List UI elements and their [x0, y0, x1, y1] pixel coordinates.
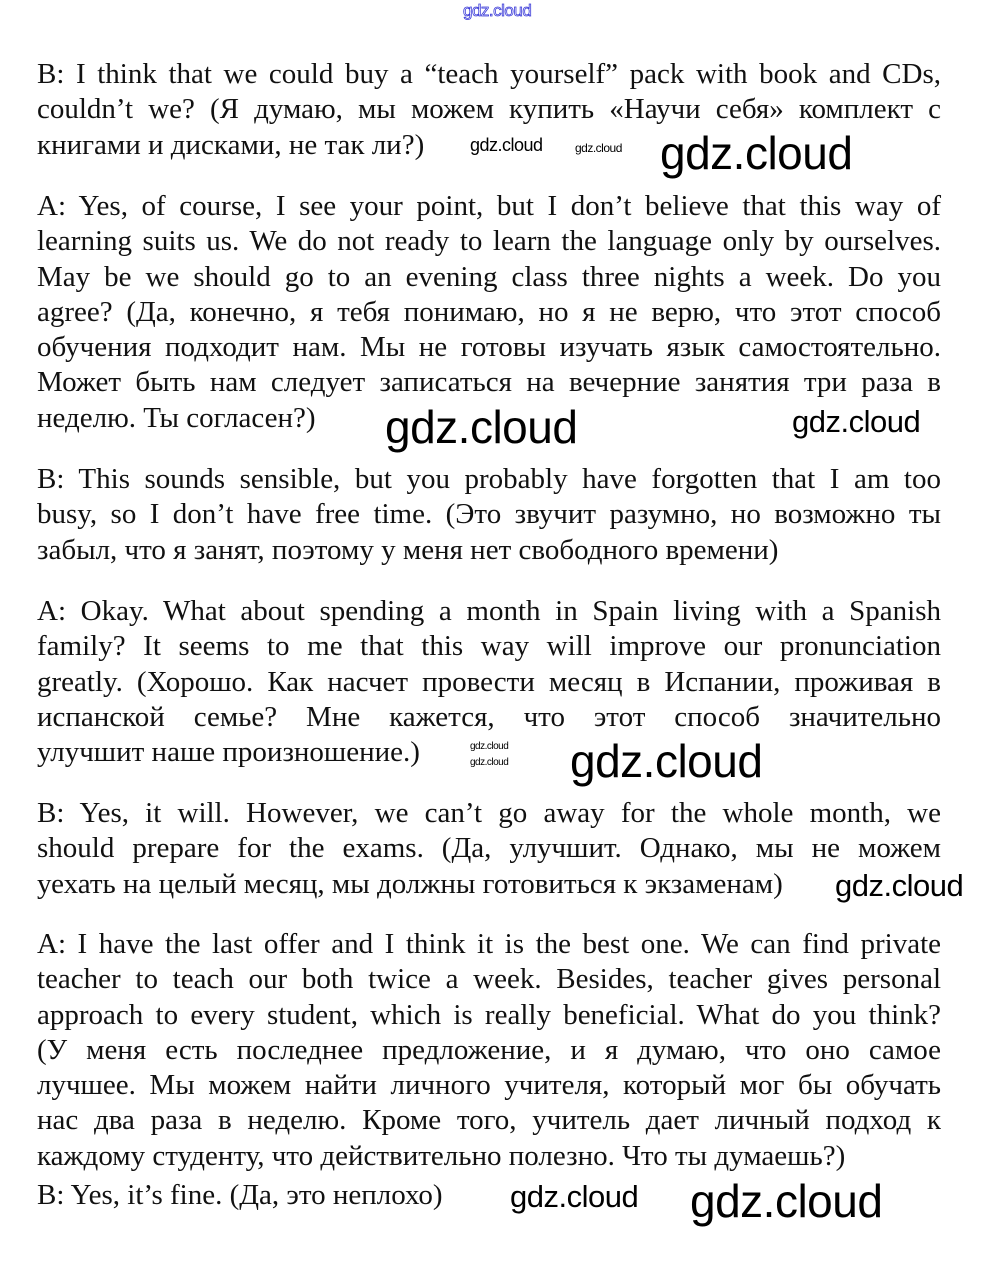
text-line: лучшее. Мы можем найти личного учителя, который мог бы обучать — [37, 1069, 941, 1102]
text-line: family? It seems to me that this way will improve our pronunciation — [37, 630, 941, 663]
text-line: улучшит наше произношение.) — [37, 736, 420, 769]
watermark: gdz.cloud — [510, 1179, 639, 1214]
text-line: каждому студенту, что действительно полезно. Что ты думаешь?) — [37, 1139, 846, 1172]
watermark: gdz.cloud — [792, 404, 921, 439]
text-line: learning suits us. We do not ready to learn the language only by ourselves. — [37, 225, 941, 258]
watermark: gdz.cloud — [470, 757, 509, 768]
watermark: gdz.cloud — [570, 735, 763, 787]
text-line: B: I think that we could buy a “teach yourself” pack with book and CDs, — [37, 58, 941, 90]
text-line: обучения подходит нам. Мы не готовы изучать язык самостоятельно. — [37, 331, 941, 364]
watermark: gdz.cloud — [470, 135, 543, 155]
text-line: нас два раза в неделю. Кроме того, учитель дает личный подход к — [37, 1104, 941, 1137]
text-line: A: I have the last offer and I think it is the best one. We can find private — [37, 928, 941, 960]
text-line: Может быть нам следует записаться на вечерние занятия три раза в — [37, 366, 941, 399]
watermark-top: gdz.cloud — [463, 1, 532, 20]
text-line: книгами и дисками, не так ли?) — [37, 128, 425, 161]
text-line: (У меня есть последнее предложение, и я думаю, что оно самое — [37, 1033, 941, 1066]
text-line: May be we should go to an evening class three nights a week. Do you — [37, 260, 941, 293]
paragraph-5 — [37, 796, 941, 902]
text-line: busy, so I don’t have free time. (Это звучит разумно, но возможно ты — [37, 498, 941, 531]
text-line: B: This sounds sensible, but you probably have forgotten that I am too — [37, 463, 941, 495]
paragraph-2 — [37, 189, 941, 439]
text-line: teacher to teach our both twice a week. Besides, teacher gives personal — [37, 963, 941, 996]
watermark: gdz.cloud — [470, 741, 509, 752]
text-line: B: Yes, it’s fine. (Да, это неплохо) — [37, 1179, 443, 1211]
text-line: A: Yes, of course, I see your point, but I don’t believe that this way of — [37, 190, 941, 222]
text-line: approach to every student, which is really beneficial. What do you think? — [37, 998, 941, 1031]
watermark: gdz.cloud — [575, 141, 622, 155]
text-line: should prepare for the exams. (Да, улучшит. Однако, мы не можем — [37, 832, 941, 865]
text-line: испанской семье? Мне кажется, что этот способ значительно — [37, 700, 941, 733]
text-line: уехать на целый месяц, мы должны готовиться к экзаменам) — [37, 867, 783, 900]
watermark: gdz.cloud — [660, 127, 853, 179]
paragraph-6 — [37, 927, 941, 1174]
watermark: gdz.cloud — [835, 868, 964, 903]
text-line: couldn’t we? (Я думаю, мы можем купить «Научи себя» комплект с — [37, 93, 941, 126]
text-line: greatly. (Хорошо. Как насчет провести месяц в Испании, проживая в — [37, 665, 941, 698]
text-line: забыл, что я занят, поэтому у меня нет свободного времени) — [37, 533, 779, 566]
text-line: B: Yes, it will. However, we can’t go away for the whole month, we — [37, 797, 941, 829]
watermark: gdz.cloud — [690, 1175, 883, 1227]
text-line: A: Okay. What about spending a month in Spain living with a Spanish — [37, 595, 941, 627]
text-line: неделю. Ты согласен?) — [37, 401, 316, 434]
text-line: agree? (Да, конечно, я тебя понимаю, но я не верю, что этот способ — [37, 295, 941, 328]
watermark: gdz.cloud — [385, 401, 578, 453]
paragraph-3 — [37, 462, 941, 568]
